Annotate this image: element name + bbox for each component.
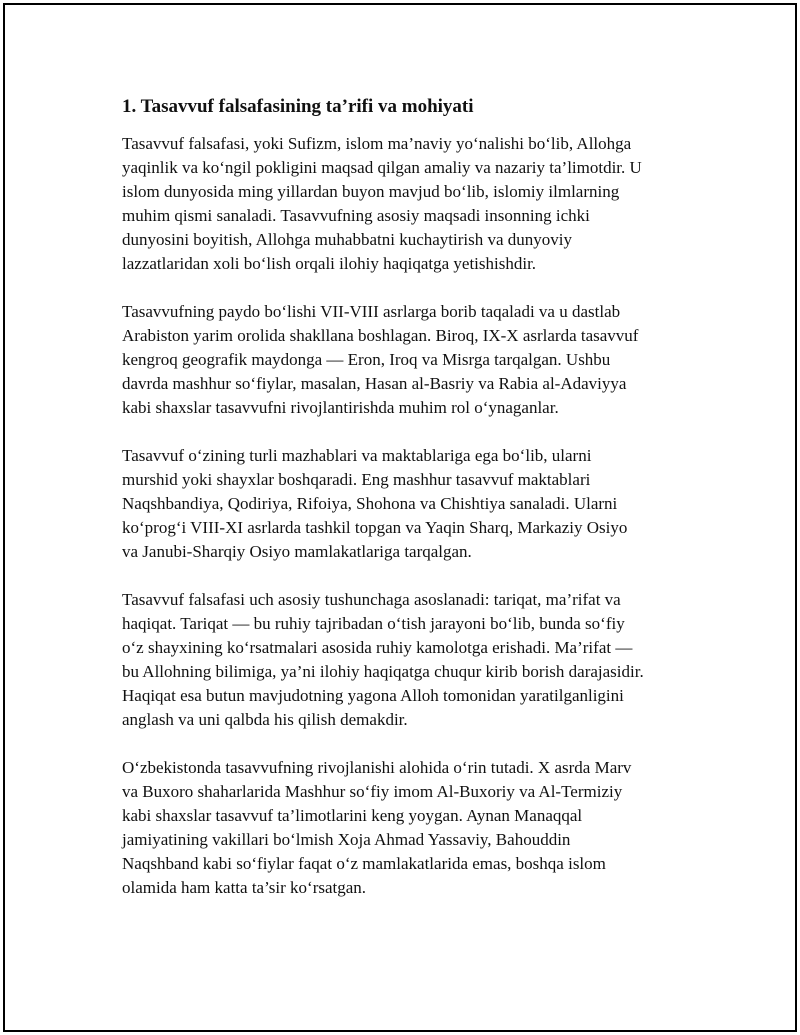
text-line: Tasavvuf falsafasi uch asosiy tushunchaga asoslanadi: tariqat, ma’rifat va (122, 590, 621, 609)
text-line: davrda mashhur so‘fiylar, masalan, Hasan al-Basriy va Rabia al-Adaviyya (122, 374, 627, 393)
paragraph-concepts (122, 588, 682, 732)
text-line: murshid yoki shayxlar boshqaradi. Eng mashhur tasavvuf maktablari (122, 470, 591, 489)
text-line: yaqinlik va ko‘ngil pokligini maqsad qilgan amaliy va nazariy ta’limotdir. U (122, 158, 642, 177)
paragraph-schools (122, 444, 682, 564)
section-title: 1. Tasavvuf falsafasining ta’rifi va mohiyati (122, 96, 474, 117)
text-line: kengroq geografik maydonga — Eron, Iroq va Misrga tarqalgan. Ushbu (122, 350, 611, 369)
text-line: Haqiqat esa butun mavjudotning yagona Alloh tomonidan yaratilganligini (122, 686, 624, 705)
text-line: Arabiston yarim orolida shakllana boshlagan. Biroq, IX-X asrlarda tasavvuf (122, 326, 639, 345)
text-line: anglash va uni qalbda his qilish demakdir. (122, 710, 408, 729)
text-line: olamida ham katta ta’sir ko‘rsatgan. (122, 878, 367, 897)
text-line: lazzatlaridan xoli bo‘lish orqali ilohiy haqiqatga yetishishdir. (122, 254, 537, 273)
paragraph-definition (122, 132, 682, 276)
text-line: Tasavvuf o‘zining turli mazhablari va maktablariga ega bo‘lib, ularni (122, 446, 592, 465)
text-line: bu Allohning bilimiga, ya’ni ilohiy haqiqatga chuqur kirib borish darajasidir. (122, 662, 644, 681)
text-line: kabi shaxslar tasavvuf ta’limotlarini keng yoygan. Aynan Manaqqal (122, 806, 583, 825)
text-line: haqiqat. Tariqat — bu ruhiy tajribadan o‘tish jarayoni bo‘lib, bunda so‘fiy (122, 614, 625, 633)
text-line: islom dunyosida ming yillardan buyon mavjud bo‘lib, islomiy ilmlarning (122, 182, 620, 201)
text-line: kabi shaxslar tasavvufni rivojlantirishda muhim rol o‘ynaganlar. (122, 398, 559, 417)
text-line: Tasavvuf falsafasi, yoki Sufizm, islom ma’naviy yo‘nalishi bo‘lib, Allohga (122, 134, 632, 153)
text-line: O‘zbekistonda tasavvufning rivojlanishi alohida o‘rin tutadi. X asrda Marv (122, 758, 632, 777)
text-line: Naqshbandiya, Qodiriya, Rifoiya, Shohona va Chishtiya sanaladi. Ularni (122, 494, 618, 513)
text-line: va Janubi-Sharqiy Osiyo mamlakatlariga tarqalgan. (122, 542, 472, 561)
page-frame (3, 3, 797, 1032)
paragraph-uzbekistan (122, 756, 682, 900)
text-line: ko‘prog‘i VIII-XI asrlarda tashkil topgan va Yaqin Sharq, Markaziy Osiyo (122, 518, 628, 537)
text-line: muhim qismi sanaladi. Tasavvufning asosiy maqsadi insonning ichki (122, 206, 590, 225)
text-line: dunyosini boyitish, Allohga muhabbatni kuchaytirish va dunyoviy (122, 230, 572, 249)
text-line: o‘z shayxining ko‘rsatmalari asosida ruhiy kamolotga erishadi. Ma’rifat — (122, 638, 633, 657)
paragraph-origins (122, 300, 682, 420)
text-line: jamiyatining vakillari bo‘lmish Xoja Ahmad Yassaviy, Bahouddin (122, 830, 571, 849)
text-line: va Buxoro shaharlarida Mashhur so‘fiy imom Al-Buxoriy va Al-Termiziy (122, 782, 623, 801)
text-line: Naqshband kabi so‘fiylar faqat o‘z mamlakatlarida emas, boshqa islom (122, 854, 606, 873)
document-body (122, 95, 682, 924)
text-line: Tasavvufning paydo bo‘lishi VII-VIII asrlarga borib taqaladi va u dastlab (122, 302, 621, 321)
